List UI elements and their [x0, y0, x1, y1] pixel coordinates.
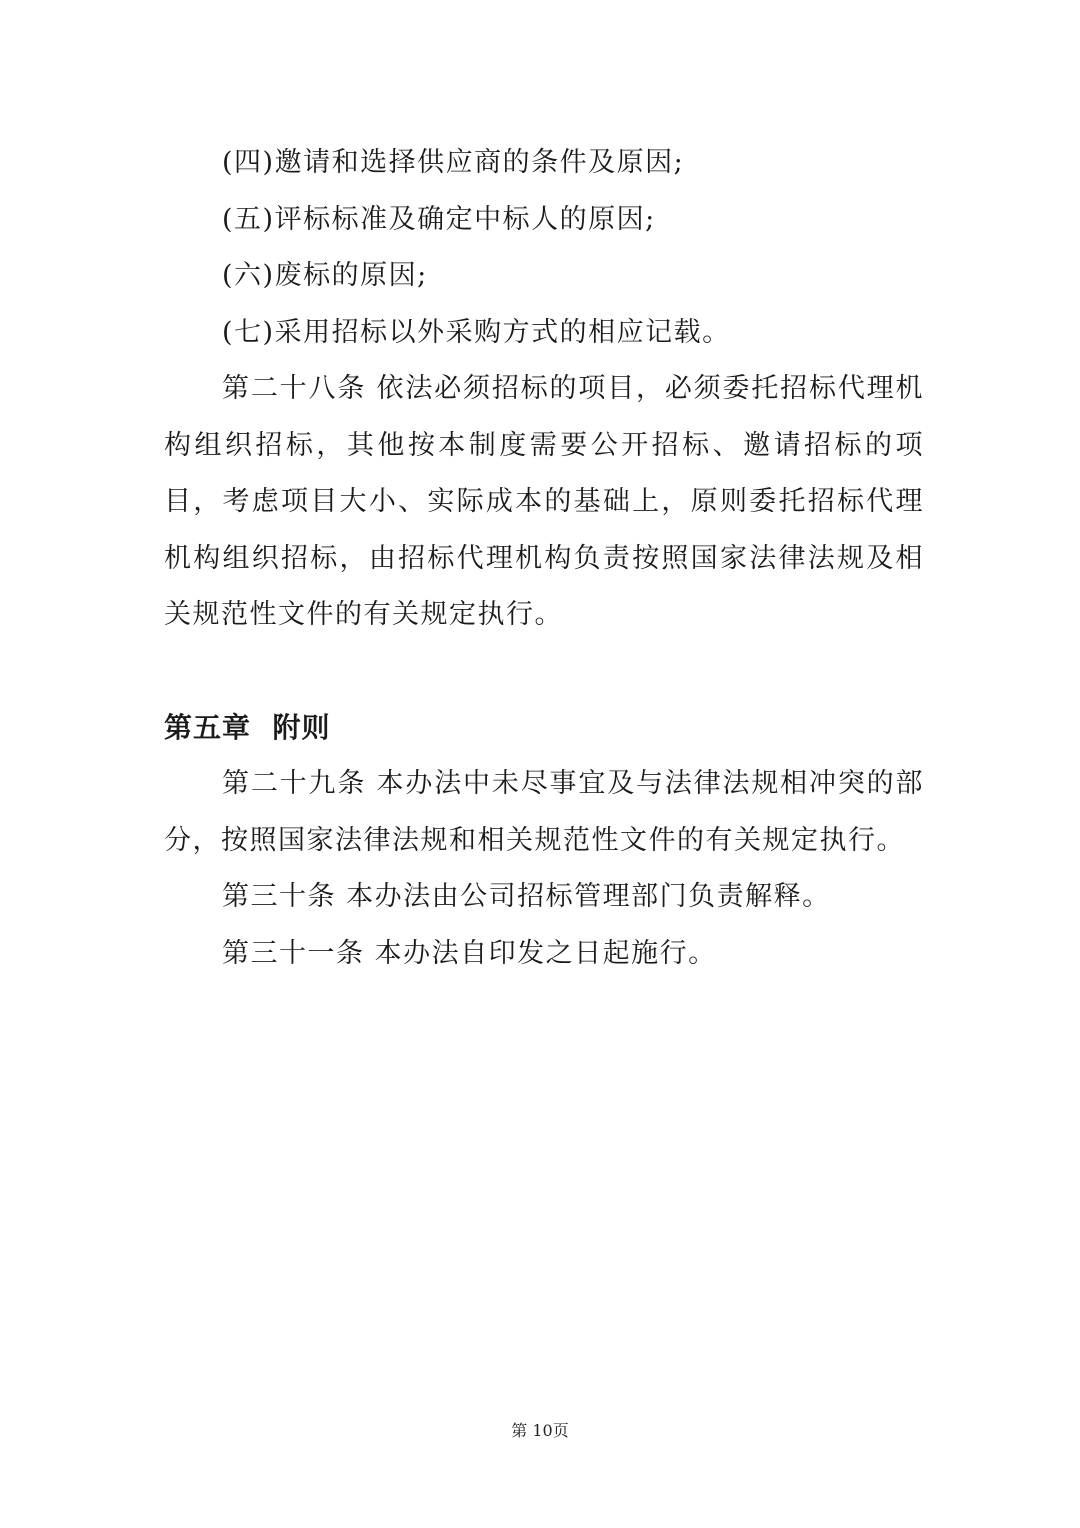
list-item-7: (七)采用招标以外采购方式的相应记载。: [222, 316, 731, 348]
list-item-5: (五)评标标准及确定中标人的原因;: [222, 203, 656, 235]
list-item-4: (四)邀请和选择供应商的条件及原因;: [222, 147, 685, 178]
page-number: 第 10页: [511, 1421, 569, 1440]
section-spacer: [164, 644, 924, 700]
document-body: [164, 135, 924, 982]
list-item-6: (六)废标的原因;: [222, 260, 428, 291]
article-30: 第三十条 本办法由公司招标管理部门负责解释。: [222, 881, 831, 912]
article-29: 第二十九条 本办法中未尽事宜及与法律法规相冲突的部分，按照国家法律法规和相关规范性文件的有关规定执行。: [164, 768, 924, 856]
chapter-title: 第五章 附则: [164, 710, 331, 744]
article-28: 第二十八条 依法必须招标的项目，必须委托招标代理机构组织招标，其他按本制度需要公开招标、邀请招标的项目，考虑项目大小、实际成本的基础上，原则委托招标代理机构组织招标，由招标代理机构负责按照国家法律法规及相关规范性文件的有关规定执行。: [164, 373, 924, 630]
article-31: 第三十一条 本办法自印发之日起施行。: [222, 937, 717, 969]
